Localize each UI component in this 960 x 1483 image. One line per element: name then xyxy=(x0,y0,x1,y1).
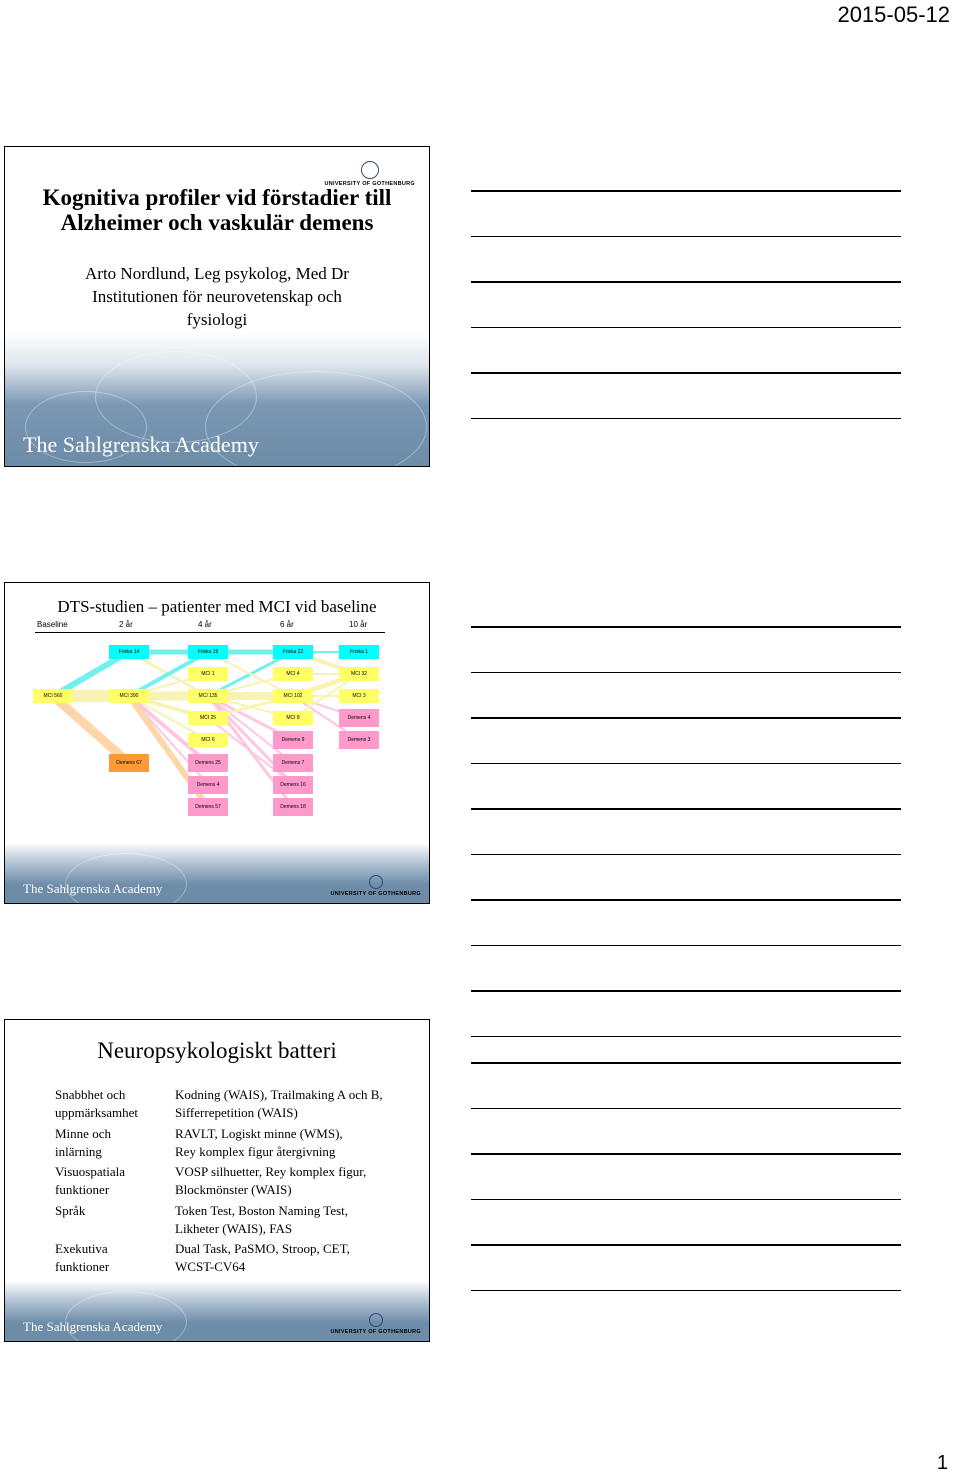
node-demens-67: Demens 67 xyxy=(109,754,149,772)
test-line: Token Test, Boston Naming Test, xyxy=(175,1203,349,1218)
node-mci-32: MCI 32 xyxy=(339,667,379,681)
node-demens-3: Demens 3 xyxy=(339,731,379,749)
axis-label-6ar: 6 år xyxy=(280,620,294,629)
footer-academy-name: The Sahlgrenska Academy xyxy=(23,432,259,457)
battery-category xyxy=(55,1202,170,1220)
slide-title xyxy=(4,146,430,467)
battery-tests xyxy=(175,1163,415,1199)
node-mci-560: MCI 560 xyxy=(33,689,73,703)
slide-dts-study xyxy=(4,582,430,904)
node-demens-7: Demens 7 xyxy=(273,754,313,772)
axis-label-4ar: 4 år xyxy=(198,620,212,629)
slide-footer xyxy=(5,331,429,466)
slide-title-heading: Kognitiva profiler vid förstadier till Alzheimer och vaskulär demens xyxy=(42,185,392,235)
university-seal-icon xyxy=(369,1313,383,1327)
node-friska-19: Friska 19 xyxy=(188,645,228,659)
test-line: Dual Task, PaSMO, Stroop, CET, xyxy=(175,1241,350,1256)
category-line: uppmärksamhet xyxy=(55,1105,139,1120)
node-demens-16: Demens 16 xyxy=(273,776,313,794)
author-line: Arto Nordlund, Leg psykolog, Med Dr xyxy=(85,264,349,283)
test-line: WCST-CV64 xyxy=(175,1259,246,1274)
notes-lines-2 xyxy=(471,626,901,1081)
slide-dts-title: DTS-studien – patienter med MCI vid baseline xyxy=(57,597,377,616)
page-number: 1 xyxy=(936,1452,948,1474)
university-logo xyxy=(324,161,415,187)
node-demens-4-10ar: Demens 4 xyxy=(339,709,379,727)
axis-label-10ar: 10 år xyxy=(349,620,368,629)
category-line: Visuospatiala xyxy=(55,1164,125,1179)
test-line: Kodning (WAIS), Trailmaking A och B, xyxy=(175,1087,383,1102)
slide-battery-title: Neuropsykologiskt batteri xyxy=(97,1038,337,1063)
node-mci-8: MCI 8 xyxy=(273,711,313,725)
node-friska-14: Friska 14 xyxy=(109,645,149,659)
node-mci-102: MCI 102 xyxy=(273,689,313,703)
node-demens-9: Demens 9 xyxy=(273,731,313,749)
category-line: Språk xyxy=(55,1203,86,1218)
category-line: funktioner xyxy=(55,1182,110,1197)
battery-tests xyxy=(175,1086,415,1122)
university-logo xyxy=(330,875,421,897)
slide-footer xyxy=(5,843,429,903)
node-demens-4-4ar: Demens 4 xyxy=(188,776,228,794)
node-friska-1: Friska 1 xyxy=(339,645,379,659)
test-line: Blockmönster (WAIS) xyxy=(175,1182,292,1197)
category-line: Minne och xyxy=(55,1126,111,1141)
test-line: Likheter (WAIS), FAS xyxy=(175,1221,293,1236)
university-logo-text: UNIVERSITY OF GOTHENBURG xyxy=(324,181,415,187)
node-mci-3: MCI 3 xyxy=(339,689,379,703)
test-line: Sifferrepetition (WAIS) xyxy=(175,1105,298,1120)
battery-category xyxy=(55,1163,170,1199)
node-demens-25: Demens 25 xyxy=(188,754,228,772)
node-demens-18: Demens 18 xyxy=(273,798,313,816)
institution-line-2: fysiologi xyxy=(186,310,248,329)
test-line: VOSP silhuetter, Rey komplex figur, xyxy=(175,1164,367,1179)
battery-tests xyxy=(175,1125,415,1161)
node-friska-22: Friska 22 xyxy=(273,645,313,659)
university-logo-text: UNIVERSITY OF GOTHENBURG xyxy=(330,1329,421,1335)
node-mci-6: MCI 6 xyxy=(188,733,228,747)
node-mci-25: MCI 25 xyxy=(188,711,228,725)
university-logo xyxy=(330,1313,421,1335)
node-mci-135: MCI 135 xyxy=(188,689,228,703)
slide-footer xyxy=(5,1281,429,1341)
node-mci-4: MCI 4 xyxy=(273,667,313,681)
institution-line: Institutionen för neurovetenskap och xyxy=(92,287,342,306)
notes-lines-3 xyxy=(471,1062,901,1335)
test-line: RAVLT, Logiskt minne (WMS), xyxy=(175,1126,343,1141)
university-logo-text: UNIVERSITY OF GOTHENBURG xyxy=(330,891,421,897)
battery-tests xyxy=(175,1202,415,1238)
category-line: Snabbhet och xyxy=(55,1087,126,1102)
slide-battery xyxy=(4,1019,430,1342)
category-line: funktioner xyxy=(55,1259,110,1274)
battery-tests xyxy=(175,1240,415,1276)
university-seal-icon xyxy=(361,161,379,179)
category-line: Exekutiva xyxy=(55,1241,108,1256)
axis-label-2ar: 2 år xyxy=(119,620,133,629)
university-seal-icon xyxy=(369,875,383,889)
axis-label-baseline: Baseline xyxy=(37,620,68,629)
footer-academy-name: The Sahlgrenska Academy xyxy=(23,881,163,896)
node-mci-1: MCI 1 xyxy=(188,667,228,681)
battery-category xyxy=(55,1240,170,1276)
test-line: Rey komplex figur återgivning xyxy=(175,1144,336,1159)
footer-academy-name: The Sahlgrenska Academy xyxy=(23,1319,163,1334)
battery-category xyxy=(55,1125,170,1161)
category-line: inlärning xyxy=(55,1144,102,1159)
battery-category xyxy=(55,1086,170,1122)
print-date: 2015-05-12 xyxy=(837,2,950,27)
notes-lines-1 xyxy=(471,190,901,463)
node-mci-390: MCI 390 xyxy=(109,689,149,703)
node-demens-57: Demens 57 xyxy=(188,798,228,816)
